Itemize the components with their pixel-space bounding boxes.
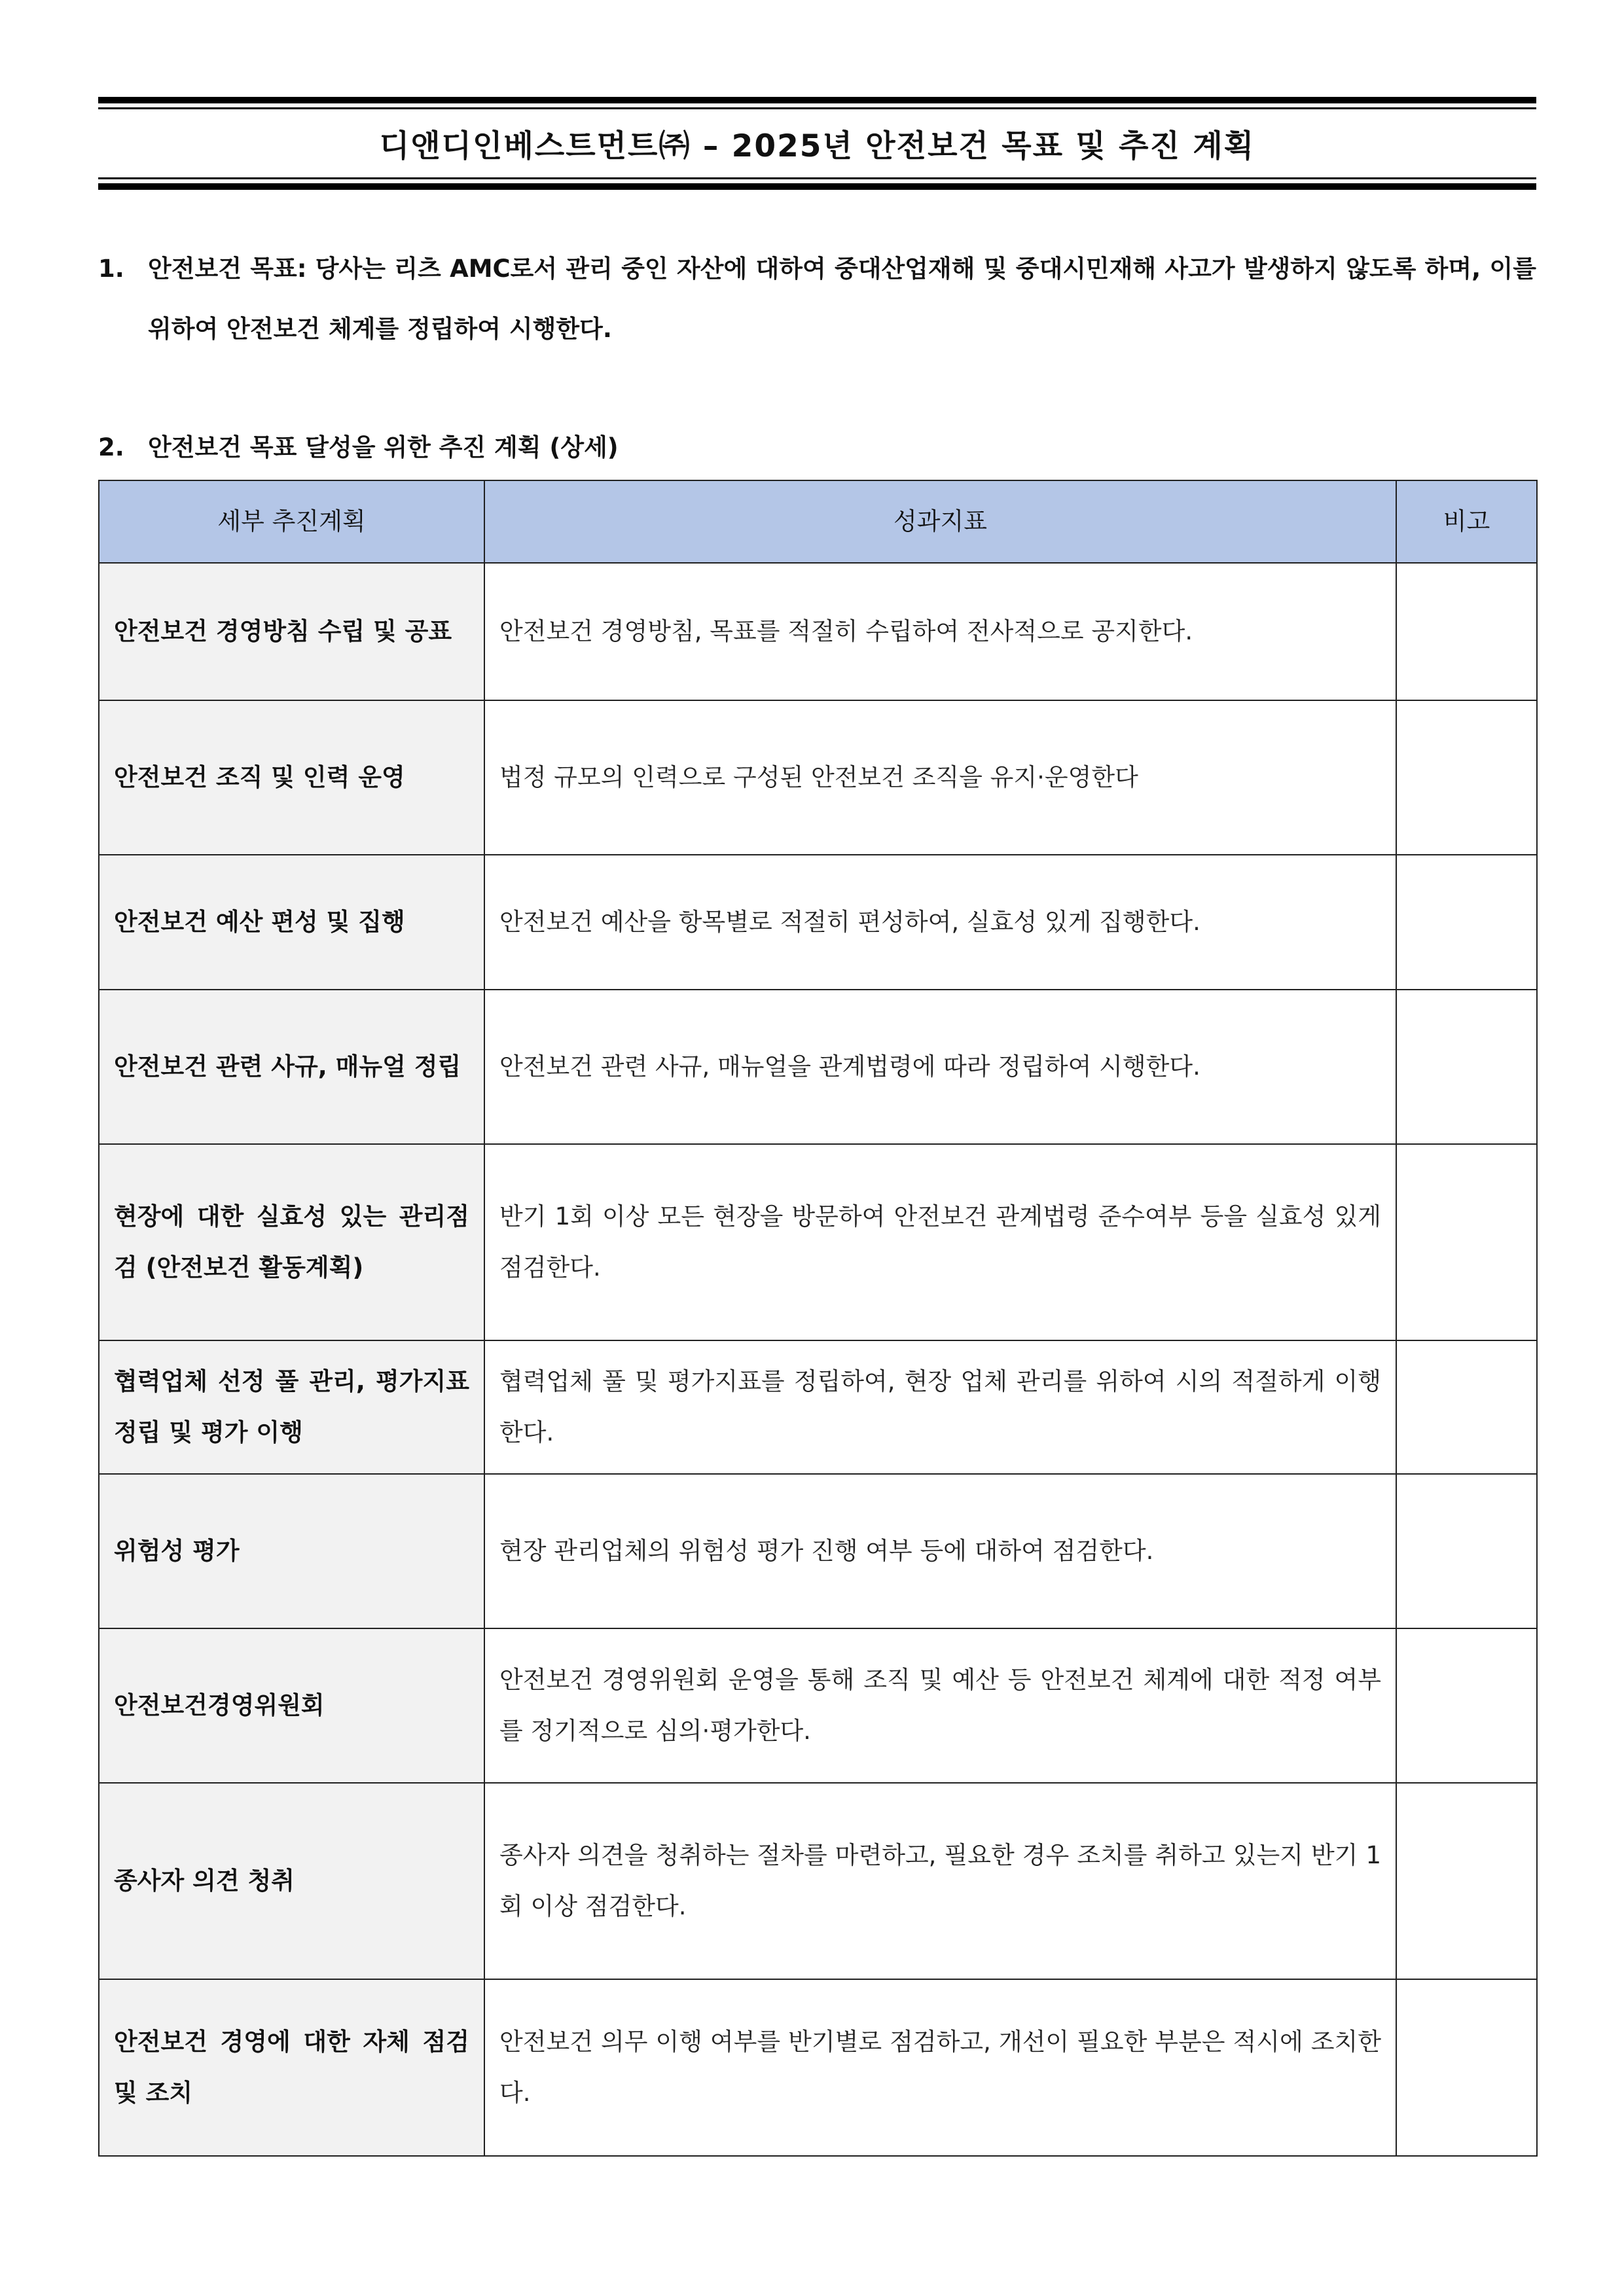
- title-bottom-thin-rule: [98, 177, 1536, 179]
- note-cell: [1396, 1144, 1537, 1340]
- table-row: [99, 563, 1537, 700]
- section-number: 2.: [98, 433, 124, 461]
- table-row: [99, 1144, 1537, 1340]
- note-cell: [1396, 855, 1537, 990]
- document-title: 디앤디인베스트먼트㈜ – 2025년 안전보건 목표 및 추진 계획: [379, 128, 1255, 164]
- note-cell: [1396, 1783, 1537, 1979]
- section-text: 안전보건 목표 달성을 위한 추진 계획 (상세): [148, 433, 619, 461]
- task-cell: 종사자 의견 청취: [99, 1783, 484, 1979]
- kpi-cell: 현장 관리업체의 위험성 평가 진행 여부 등에 대하여 점검한다.: [484, 1474, 1396, 1628]
- note-cell: [1396, 563, 1537, 700]
- document-title-block: [98, 97, 1536, 190]
- table-header-row: [99, 480, 1537, 563]
- kpi-cell: 종사자 의견을 청취하는 절차를 마련하고, 필요한 경우 조치를 취하고 있는지 반기 1회 이상 점검한다.: [484, 1783, 1396, 1979]
- note-cell: [1396, 700, 1537, 855]
- task-cell: 안전보건 경영에 대한 자체 점검 및 조치: [99, 1979, 484, 2156]
- table-row: [99, 1783, 1537, 1979]
- kpi-cell: 안전보건 경영위원회 운영을 통해 조직 및 예산 등 안전보건 체계에 대한 적정 여부를 정기적으로 심의·평가한다.: [484, 1628, 1396, 1783]
- note-cell: [1396, 990, 1537, 1144]
- table-row: [99, 990, 1537, 1144]
- kpi-cell: 안전보건 예산을 항목별로 적절히 편성하여, 실효성 있게 집행한다.: [484, 855, 1396, 990]
- kpi-cell: 안전보건 경영방침, 목표를 적절히 수립하여 전사적으로 공지한다.: [484, 563, 1396, 700]
- note-cell: [1396, 1340, 1537, 1474]
- table-row: [99, 1979, 1537, 2156]
- task-cell: 안전보건 예산 편성 및 집행: [99, 855, 484, 990]
- task-cell: 안전보건경영위원회: [99, 1628, 484, 1783]
- header-kpi: 성과지표: [484, 480, 1396, 563]
- table-row: [99, 1340, 1537, 1474]
- plan-table: [98, 480, 1538, 2157]
- task-cell: 안전보건 조직 및 인력 운영: [99, 700, 484, 855]
- note-cell: [1396, 1628, 1537, 1783]
- kpi-cell: 반기 1회 이상 모든 현장을 방문하여 안전보건 관계법령 준수여부 등을 실효성 있게 점검한다.: [484, 1144, 1396, 1340]
- kpi-cell: 협력업체 풀 및 평가지표를 정립하여, 현장 업체 관리를 위하여 시의 적절하게 이행한다.: [484, 1340, 1396, 1474]
- section-text: 안전보건 목표: 당사는 리츠 AMC로서 관리 중인 자산에 대하여 중대산업재해 및 중대시민재해 사고가 발생하지 않도록 하며, 이를 위하여 안전보건 체계를 정립하여 시행한다.: [148, 255, 1536, 343]
- header-note: 비고: [1396, 480, 1537, 563]
- kpi-cell: 법정 규모의 인력으로 구성된 안전보건 조직을 유지·운영한다: [484, 700, 1396, 855]
- section-number: 1.: [98, 255, 124, 283]
- task-cell: 협력업체 선정 풀 관리, 평가지표 정립 및 평가 이행: [99, 1340, 484, 1474]
- kpi-cell: 안전보건 의무 이행 여부를 반기별로 점검하고, 개선이 필요한 부분은 적시에 조치한다.: [484, 1979, 1396, 2156]
- table-row: [99, 1628, 1537, 1783]
- task-cell: 안전보건 경영방침 수립 및 공표: [99, 563, 484, 700]
- task-cell: 안전보건 관련 사규, 매뉴얼 정립: [99, 990, 484, 1144]
- note-cell: [1396, 1474, 1537, 1628]
- header-task: 세부 추진계획: [99, 480, 484, 563]
- section-safety-goal: [98, 239, 1536, 359]
- title-top-rule: [98, 97, 1536, 103]
- kpi-cell: 안전보건 관련 사규, 매뉴얼을 관계법령에 따라 정립하여 시행한다.: [484, 990, 1396, 1144]
- table-row: [99, 1474, 1537, 1628]
- section-plan-heading: [98, 418, 1536, 478]
- task-cell: 현장에 대한 실효성 있는 관리점검 (안전보건 활동계획): [99, 1144, 484, 1340]
- note-cell: [1396, 1979, 1537, 2156]
- title-bottom-rule: [98, 183, 1536, 190]
- table-row: [99, 700, 1537, 855]
- task-cell: 위험성 평가: [99, 1474, 484, 1628]
- table-row: [99, 855, 1537, 990]
